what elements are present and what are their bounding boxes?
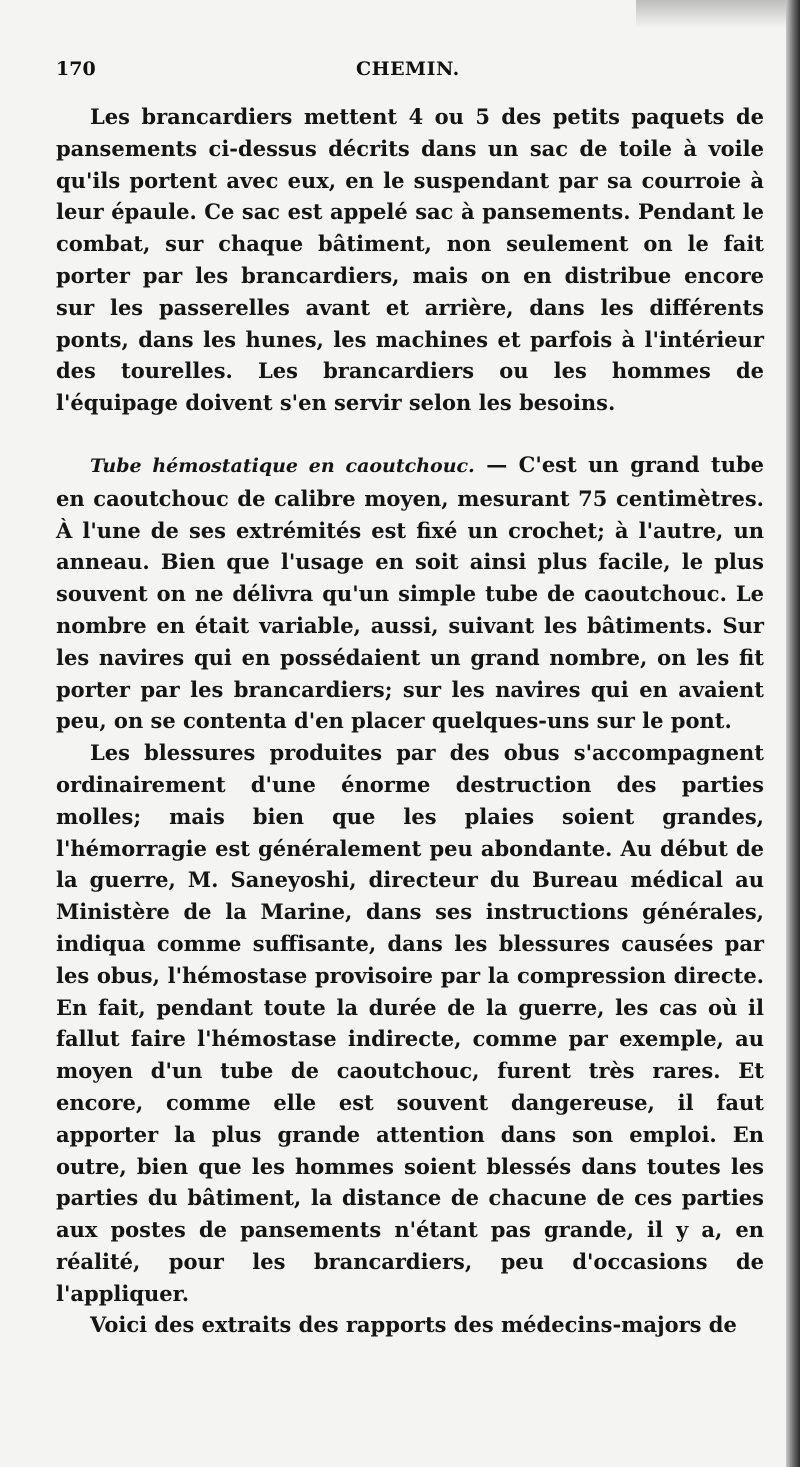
paragraph-text: Les brancardiers mettent 4 ou 5 des petits paquets de pansements ci-dessus décrits dans un sac de toile à voile qu'ils portent avec eux, en le suspendant par sa courroie à leur épaule. Ce sac est appelé sac à pansements. Pendant le combat, sur chaque bâtiment, non seulement on le fait porter par les brancardiers, mais on en distribue encore sur les passerelles avant et arrière, dans les différents ponts, dans les hunes, les machines et parfois à l'intérieur des tourelles. Les brancardiers ou les hommes de l'équipage doivent s'en servir selon les besoins. — [56, 104, 764, 416]
paragraph-text: Les blessures produites par des obus s'accompagnent ordinairement d'une énorme destruction des parties molles; mais bien que les plaies soient grandes, l'hémorragie est généralement peu abondante. Au début de la guerre, M. Saneyoshi, directeur du Bureau médical au Ministère de la Marine, dans ses instructions générales, indiqua comme suffisante, dans les blessures causées par les obus, l'hémostase provisoire par la compression directe. En fait, pendant toute la durée de la guerre, les cas où il fallut faire l'hémostase indirecte, comme par exemple, au moyen d'un tube de caoutchouc, furent très rares. Et encore, comme elle est souvent dangereuse, il faut apporter la plus grande attention dans son emploi. En outre, bien que les hommes soient blessés dans toutes les parties du bâtiment, la distance de chacune de ces parties aux postes de pansements n'étant pas grande, il y a, en réalité, pour les brancardiers, peu d'occasions de l'appliquer. — [56, 740, 764, 1306]
paragraph-blessures — [56, 737, 764, 1309]
scan-smudge — [636, 0, 786, 28]
page-number: 170 — [56, 58, 96, 80]
page-edge-shadow — [786, 0, 800, 1467]
paragraph-sac-pansements — [56, 101, 764, 419]
section-heading: Tube hémostatique en caoutchouc. — [90, 454, 475, 477]
running-head — [56, 58, 756, 88]
paragraph-extraits — [56, 1309, 764, 1341]
body-text — [56, 101, 764, 1341]
paragraph-text: Voici des extraits des rapports des médecins-majors de — [90, 1312, 737, 1338]
paragraph-text: — C'est un grand tube en caoutchouc de calibre moyen, mesurant 75 centimètres. À l'une de ses extrémités est fixé un crochet; à l'autre, un anneau. Bien que l'usage en soit ainsi plus facile, le plus souvent on ne délivra qu'un simple tube de caoutchouc. Le nombre en était variable, aussi, suivant les bâtiments. Sur les navires qui en possédaient un grand nombre, on les fit porter par les brancardiers; sur les navires qui en avaient peu, on se contenta d'en placer quelques-uns sur le pont. — [56, 451, 765, 734]
paragraph-tube-hemostatique — [56, 449, 764, 737]
running-title: CHEMIN. — [356, 58, 460, 80]
